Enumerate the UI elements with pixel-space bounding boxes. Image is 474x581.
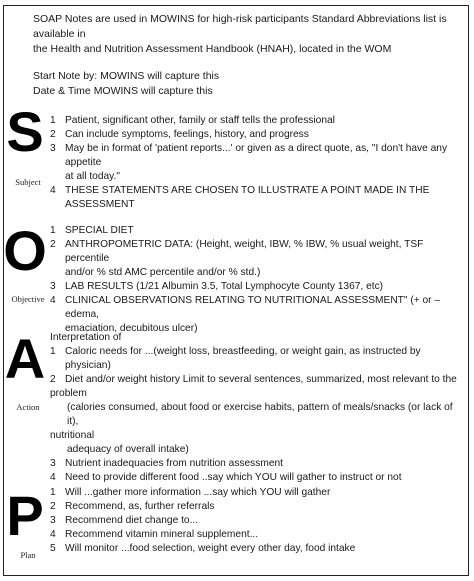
list-item <box>50 500 465 514</box>
item-detail: nutritional <box>50 430 95 441</box>
item-number: 2 <box>50 374 56 385</box>
subjective-label: Subject <box>15 177 41 187</box>
list-item <box>50 373 465 387</box>
item-continuation: problem <box>50 388 87 399</box>
item-number: 5 <box>50 543 56 554</box>
item-text: Will monitor ...food selection, weight every other day, food intake <box>65 543 356 554</box>
list-item <box>50 528 465 542</box>
item-number: 2 <box>50 129 56 140</box>
list-item <box>50 128 465 142</box>
item-text: Nutrient inadequacies from nutrition assessment <box>65 458 284 469</box>
item-number: 1 <box>50 115 56 126</box>
list-item <box>50 142 465 170</box>
objective-letter: O <box>3 219 47 282</box>
item-text: ANTHROPOMETRIC DATA: (Height, weight, IBW, % IBW, % usual weight, TSF percentile <box>65 239 424 264</box>
intro-block <box>33 12 463 99</box>
plan-letter: P <box>6 484 44 547</box>
item-continuation: ASSESSMENT <box>65 199 135 210</box>
subjective-section <box>50 114 465 212</box>
assessment-label: Action <box>16 402 40 412</box>
list-item <box>50 280 465 294</box>
intro-line-4: Date & Time MOWINS will capture this <box>33 85 213 97</box>
item-number: 3 <box>50 143 56 154</box>
subjective-letter: S <box>6 100 44 163</box>
list-item <box>50 114 465 128</box>
list-item <box>50 471 465 485</box>
item-number: 4 <box>50 295 56 306</box>
item-number: 1 <box>50 346 56 357</box>
item-text: Recommend diet change to... <box>65 515 199 526</box>
objective-label: Objective <box>11 294 45 304</box>
item-text: Recommend vitamin mineral supplement... <box>65 529 259 540</box>
assessment-heading: Interpretation of <box>50 332 122 343</box>
intro-line-3: Start Note by: MOWINS will capture this <box>33 70 220 82</box>
list-item <box>50 514 465 528</box>
intro-line-1: SOAP Notes are used in MOWINS for high-risk participants Standard Abbreviations list is available in <box>33 13 447 40</box>
item-number: 2 <box>50 239 56 250</box>
item-text: Need to provide different food ..say which YOU will gather to instruct or not <box>65 472 402 483</box>
item-number: 4 <box>50 529 56 540</box>
list-item <box>50 542 465 556</box>
list-item <box>50 457 465 471</box>
item-number: 4 <box>50 185 56 196</box>
item-continuation: and/or % std AMC percentile and/or % std.) <box>65 267 261 278</box>
item-text: LAB RESULTS (1/21 Albumin 3.5, Total Lymphocyte County 1367, etc) <box>65 281 384 292</box>
list-item <box>50 224 465 238</box>
item-text: SPECIAL DIET <box>65 225 134 236</box>
item-number: 1 <box>50 487 56 498</box>
list-item <box>50 184 465 198</box>
item-text: Caloric needs for ...(weight loss, breastfeeding, or weight gain, as instructed by physician) <box>65 346 421 371</box>
item-text: May be in format of 'patient reports...' or given as a direct quote, as, "I don't have any appetite <box>65 143 448 168</box>
item-number: 2 <box>50 501 56 512</box>
item-text: THESE STATEMENTS ARE CHOSEN TO ILLUSTRATE A POINT MADE IN THE <box>65 185 430 196</box>
intro-line-2: the Health and Nutrition Assessment Handbook (HNAH), located in the WOM <box>33 43 392 55</box>
item-text: Diet and/or weight history Limit to several sentences, summarized, most relevant to the <box>65 374 457 385</box>
plan-section <box>50 486 465 556</box>
item-continuation: emaciation, decubitous ulcer) <box>65 323 198 334</box>
item-text: Will ...gather more information ...say which YOU will gather <box>65 487 331 498</box>
assessment-letter: A <box>4 327 46 390</box>
item-number: 3 <box>50 515 56 526</box>
list-item <box>50 294 465 322</box>
item-number: 3 <box>50 458 56 469</box>
item-number: 1 <box>50 225 56 236</box>
list-item <box>50 345 465 373</box>
objective-section <box>50 224 465 336</box>
item-text: Can include symptoms, feelings, history, and progress <box>65 129 309 140</box>
item-text: CLINICAL OBSERVATIONS RELATING TO NUTRITIONAL ASSESSMENT" (+ or – edema, <box>65 295 441 320</box>
item-detail: (calories consumed, about food or exercise habits, pattern of meals/snacks (or lack of it), <box>67 402 453 427</box>
item-text: Patient, significant other, family or staff tells the professional <box>65 115 335 126</box>
list-item <box>50 486 465 500</box>
item-detail: adequacy of overall intake) <box>67 444 189 455</box>
item-number: 4 <box>50 472 56 483</box>
assessment-section <box>50 331 465 485</box>
plan-label: Plan <box>20 550 36 560</box>
item-continuation: at all today." <box>65 171 120 182</box>
list-item <box>50 238 465 266</box>
item-number: 3 <box>50 281 56 292</box>
item-text: Recommend, as, further referrals <box>65 501 215 512</box>
